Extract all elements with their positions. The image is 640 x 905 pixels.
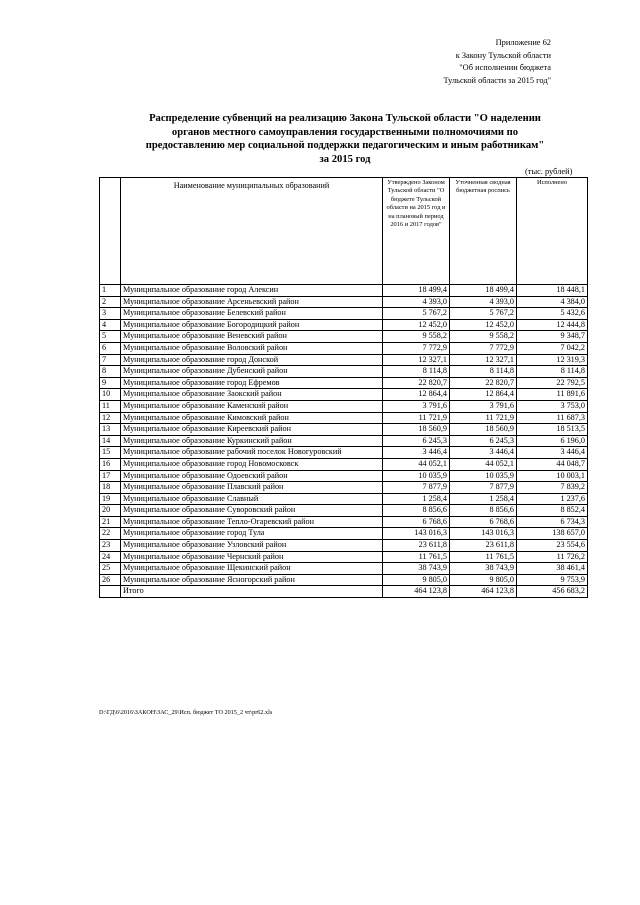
row-index: 3 [100,308,121,320]
header-index [100,178,121,285]
row-index: 15 [100,447,121,459]
table-row [100,435,588,447]
row-revised: 12 327,1 [450,354,517,366]
row-approved: 7 877,9 [383,482,450,494]
row-executed: 44 048,7 [517,458,588,470]
row-approved: 22 820,7 [383,377,450,389]
total-executed: 456 683,2 [517,586,588,598]
row-name: Муниципальное образование рабочий поселок Новогуровский [121,447,383,459]
row-approved: 10 035,9 [383,470,450,482]
row-executed: 10 003,1 [517,470,588,482]
table-row [100,540,588,552]
table-row [100,447,588,459]
row-approved: 12 864,4 [383,389,450,401]
row-index: 1 [100,285,121,297]
row-executed: 12 444,8 [517,319,588,331]
row-executed: 9 753,9 [517,574,588,586]
row-name: Муниципальное образование Одоевский район [121,470,383,482]
row-index: 7 [100,354,121,366]
row-revised: 23 611,8 [450,540,517,552]
row-approved: 3 791,6 [383,400,450,412]
row-approved: 12 327,1 [383,354,450,366]
row-approved: 1 258,4 [383,493,450,505]
table-row [100,493,588,505]
row-name: Муниципальное образование Плавский район [121,482,383,494]
table-row [100,412,588,424]
row-revised: 5 767,2 [450,308,517,320]
row-index: 19 [100,493,121,505]
table-row [100,285,588,297]
table-row [100,574,588,586]
row-executed: 11 891,6 [517,389,588,401]
row-name: Муниципальное образование город Алексин [121,285,383,297]
table-row [100,389,588,401]
row-executed: 38 461,4 [517,563,588,575]
row-name: Муниципальное образование Кимовский район [121,412,383,424]
row-revised: 143 016,3 [450,528,517,540]
row-executed: 11 687,3 [517,412,588,424]
row-approved: 5 767,2 [383,308,450,320]
row-executed: 8 852,4 [517,505,588,517]
row-index: 13 [100,424,121,436]
units-label: (тыс. рублей) [525,167,573,176]
appendix-line: Приложение 62 [495,38,551,47]
row-revised: 10 035,9 [450,470,517,482]
row-approved: 8 856,6 [383,505,450,517]
row-name: Муниципальное образование Славный [121,493,383,505]
row-revised: 18 560,9 [450,424,517,436]
table-row [100,470,588,482]
file-path-footer: D:\ГД\6\2016\ЗАКОН\ЗАС_29\Исп. бюджет ТО 2015_2 чт\рr62.xls [99,709,273,716]
row-name: Муниципальное образование Воловский район [121,342,383,354]
row-index: 2 [100,296,121,308]
row-approved: 18 499,4 [383,285,450,297]
row-approved: 8 114,8 [383,366,450,378]
row-index: 5 [100,331,121,343]
row-revised: 11 721,9 [450,412,517,424]
row-revised: 3 446,4 [450,447,517,459]
header-revised: Уточненная сводная бюджетная роспись [450,178,517,285]
row-revised: 44 052,1 [450,458,517,470]
total-row [100,586,588,598]
row-revised: 12 864,4 [450,389,517,401]
document-title [100,112,590,166]
row-approved: 3 446,4 [383,447,450,459]
row-index: 21 [100,516,121,528]
row-approved: 6 768,6 [383,516,450,528]
title-line: Распределение субвенций на реализацию Закона Тульской области "О наделении [149,113,541,124]
appendix-line: "Об исполнении бюджета [459,63,551,72]
table-row [100,377,588,389]
row-index: 20 [100,505,121,517]
appendix-line: Тульской области за 2015 год" [443,75,551,85]
row-revised: 6 245,3 [450,435,517,447]
row-approved: 44 052,1 [383,458,450,470]
row-name: Муниципальное образование Куркинский район [121,435,383,447]
row-index: 6 [100,342,121,354]
row-executed: 11 726,2 [517,551,588,563]
row-approved: 9 805,0 [383,574,450,586]
row-approved: 143 016,3 [383,528,450,540]
row-name: Муниципальное образование Белевский район [121,308,383,320]
row-revised: 12 452,0 [450,319,517,331]
row-name: Муниципальное образование Арсеньевский район [121,296,383,308]
title-line: за 2015 год [319,153,371,165]
total-approved: 464 123,8 [383,586,450,598]
row-revised: 8 856,6 [450,505,517,517]
row-executed: 6 734,3 [517,516,588,528]
row-name: Муниципальное образование Суворовский район [121,505,383,517]
row-name: Муниципальное образование Богородицкий район [121,319,383,331]
row-name: Муниципальное образование город Ефремов [121,377,383,389]
row-revised: 1 258,4 [450,493,517,505]
table-row [100,424,588,436]
row-index: 4 [100,319,121,331]
row-index: 18 [100,482,121,494]
row-name: Муниципальное образование город Тула [121,528,383,540]
row-executed: 8 114,8 [517,366,588,378]
table-row [100,563,588,575]
table-row [100,331,588,343]
row-index: 26 [100,574,121,586]
row-name: Муниципальное образование Щекинский район [121,563,383,575]
row-executed: 5 432,6 [517,308,588,320]
row-revised: 6 768,6 [450,516,517,528]
row-executed: 6 196,0 [517,435,588,447]
row-name: Муниципальное образование Заокский район [121,389,383,401]
row-index: 11 [100,400,121,412]
total-revised: 464 123,8 [450,586,517,598]
title-line: предоставлению мер социальной поддержки педагогическим и иным работникам" [145,140,545,152]
row-revised: 38 743,9 [450,563,517,575]
row-executed: 7 839,2 [517,482,588,494]
row-name: Муниципальное образование Тепло-Огаревский район [121,516,383,528]
row-approved: 4 393,0 [383,296,450,308]
row-approved: 6 245,3 [383,435,450,447]
row-index: 25 [100,563,121,575]
table-row [100,319,588,331]
row-executed: 18 448,1 [517,285,588,297]
table-row [100,516,588,528]
row-approved: 11 761,5 [383,551,450,563]
row-approved: 23 611,8 [383,540,450,552]
row-index: 10 [100,389,121,401]
row-executed: 4 384,0 [517,296,588,308]
table-row [100,482,588,494]
row-revised: 7 877,9 [450,482,517,494]
table-row [100,400,588,412]
row-executed: 9 348,7 [517,331,588,343]
row-approved: 7 772,9 [383,342,450,354]
total-index [100,586,121,598]
table-row [100,296,588,308]
row-executed: 7 042,2 [517,342,588,354]
row-executed: 23 554,6 [517,540,588,552]
row-revised: 8 114,8 [450,366,517,378]
row-revised: 9 805,0 [450,574,517,586]
table-row [100,342,588,354]
subsidy-table [99,177,588,598]
row-revised: 18 499,4 [450,285,517,297]
row-name: Муниципальное образование Веневский район [121,331,383,343]
row-index: 14 [100,435,121,447]
row-executed: 3 753,0 [517,400,588,412]
appendix-caption [351,37,551,87]
table-row [100,551,588,563]
table-row [100,528,588,540]
table-row [100,505,588,517]
row-name: Муниципальное образование Дубенский район [121,366,383,378]
row-name: Муниципальное образование Киреевский район [121,424,383,436]
row-index: 22 [100,528,121,540]
row-executed: 1 237,6 [517,493,588,505]
row-approved: 9 558,2 [383,331,450,343]
row-index: 16 [100,458,121,470]
row-revised: 11 761,5 [450,551,517,563]
row-name: Муниципальное образование Узловский район [121,540,383,552]
table-header-row [100,178,588,285]
row-index: 24 [100,551,121,563]
header-approved: Утверждено Законом Тульской области "О бюджете Тульской области на 2015 год и на плановый период 2016 и 2017 годов" [383,178,450,285]
table-body [100,285,588,586]
row-name: Муниципальное образование Ясногорский район [121,574,383,586]
row-approved: 18 560,9 [383,424,450,436]
row-index: 9 [100,377,121,389]
row-executed: 18 513,5 [517,424,588,436]
row-revised: 7 772,9 [450,342,517,354]
header-executed: Исполнено [517,178,588,285]
row-revised: 22 820,7 [450,377,517,389]
row-name: Муниципальное образование город Донской [121,354,383,366]
table-row [100,308,588,320]
header-name: Наименование муниципальных образований [121,178,383,285]
appendix-line: к Закону Тульской области [455,50,551,60]
title-line: органов местного самоуправления государственными полномочиями по [171,126,519,138]
table-row [100,458,588,470]
row-executed: 12 319,3 [517,354,588,366]
row-name: Муниципальное образование Каменский район [121,400,383,412]
row-name: Муниципальное образование город Новомосковск [121,458,383,470]
row-approved: 12 452,0 [383,319,450,331]
row-approved: 11 721,9 [383,412,450,424]
row-index: 12 [100,412,121,424]
total-label: Итого [121,586,383,598]
table-row [100,366,588,378]
row-revised: 4 393,0 [450,296,517,308]
row-approved: 38 743,9 [383,563,450,575]
row-index: 23 [100,540,121,552]
row-executed: 22 792,5 [517,377,588,389]
row-index: 17 [100,470,121,482]
row-revised: 3 791,6 [450,400,517,412]
row-name: Муниципальное образование Чернский район [121,551,383,563]
row-index: 8 [100,366,121,378]
row-executed: 138 657,0 [517,528,588,540]
table-row [100,354,588,366]
row-revised: 9 558,2 [450,331,517,343]
row-executed: 3 446,4 [517,447,588,459]
